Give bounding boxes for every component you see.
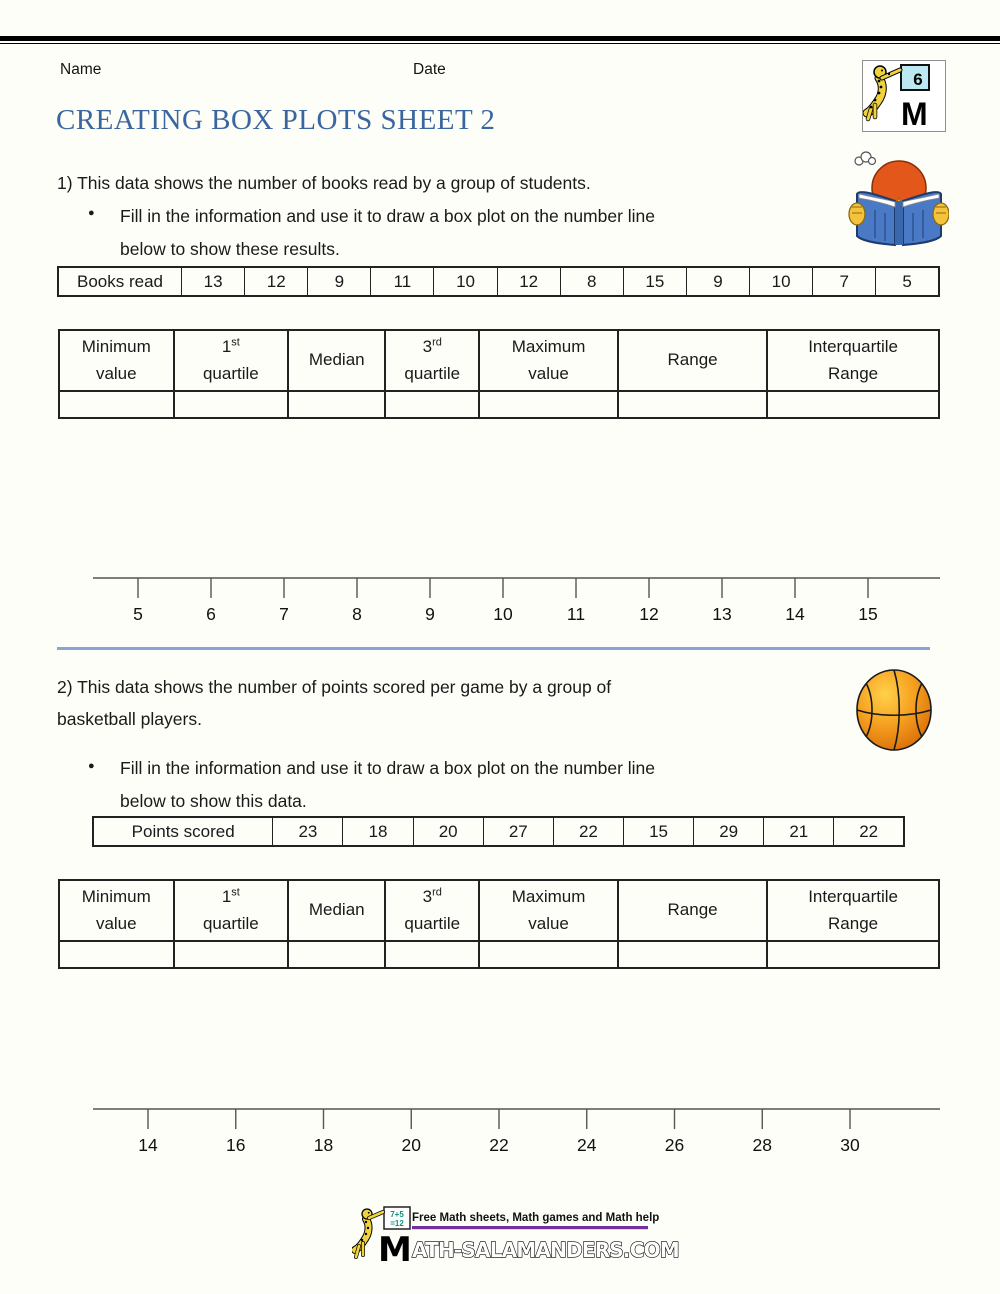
number-line-tick-label: 13 [712, 604, 732, 624]
data-value-cell: 27 [483, 817, 553, 846]
data-value-cell: 18 [343, 817, 413, 846]
footer-purple-rule [412, 1226, 648, 1229]
name-label: Name [60, 61, 102, 78]
data-value-cell: 29 [694, 817, 764, 846]
q1-stats-table [58, 329, 940, 419]
basketball-icon [853, 668, 935, 752]
stats-answer-cell-third-quartile[interactable] [385, 941, 479, 968]
data-table-label: Books read [58, 267, 182, 296]
data-value-cell: 22 [553, 817, 623, 846]
stats-answer-cell-minimum-value[interactable] [59, 391, 174, 418]
q1-number-line[interactable] [0, 570, 1000, 630]
q2-bullet-line2: below to show this data. [120, 791, 307, 811]
easel-board-line1: 7+5 [390, 1210, 404, 1219]
footer-logo-icon [352, 1205, 682, 1267]
stats-header-first-quartile: 1st quartile [174, 330, 289, 391]
salamander-grade-logo-icon [863, 61, 943, 129]
q1-bullet-line1: Fill in the information and use it to draw a box plot on the number line [120, 206, 656, 226]
data-value-cell: 12 [245, 267, 308, 296]
stats-answer-cell-third-quartile[interactable] [385, 391, 479, 418]
q2-bullet-line1: Fill in the information and use it to draw a box plot on the number line [120, 758, 656, 778]
number-line-tick-label: 8 [352, 604, 362, 624]
data-value-cell: 9 [308, 267, 371, 296]
stats-header-median: Median [288, 880, 385, 941]
grade-number: 6 [913, 70, 923, 89]
stats-answer-row [59, 941, 939, 968]
number-line-tick-label: 7 [279, 604, 289, 624]
math-salamanders-footer-logo [352, 1205, 682, 1267]
date-label: Date [413, 61, 446, 78]
stats-header-third-quartile: 3rd quartile [385, 880, 479, 941]
q1-bullet-icon: ● [88, 207, 95, 219]
number-line-tick-label: 6 [206, 604, 216, 624]
data-value-cell: 7 [813, 267, 876, 296]
stats-header-first-quartile: 1st quartile [174, 880, 289, 941]
stats-answer-cell-minimum-value[interactable] [59, 941, 174, 968]
logo-m-letter: M [901, 96, 928, 129]
footer-site-text: ATH-SALAMANDERS.COM [412, 1238, 679, 1262]
number-line-tick-label: 10 [493, 604, 513, 624]
stats-header-range: Range [618, 330, 767, 391]
stats-header-range: Range [618, 880, 767, 941]
data-value-cell: 15 [623, 267, 686, 296]
data-value-cell: 20 [413, 817, 483, 846]
stats-header-interquartile-range: Interquartile Range [767, 330, 939, 391]
stats-answer-cell-interquartile-range[interactable] [767, 941, 939, 968]
stats-answer-cell-maximum-value[interactable] [479, 941, 618, 968]
q2-stats-table [58, 879, 940, 969]
stats-answer-cell-range[interactable] [618, 941, 767, 968]
stats-header-third-quartile: 3rd quartile [385, 330, 479, 391]
number-line-tick-label: 18 [313, 1135, 334, 1155]
data-value-cell: 10 [750, 267, 813, 296]
number-line-tick-label: 24 [577, 1135, 597, 1155]
stats-answer-row [59, 391, 939, 418]
number-line-tick-label: 14 [138, 1135, 158, 1155]
stats-answer-cell-first-quartile[interactable] [174, 941, 289, 968]
stats-header-maximum-value: Maximum value [479, 880, 618, 941]
math-salamanders-corner-logo [862, 60, 946, 132]
stats-answer-cell-median[interactable] [288, 391, 385, 418]
stats-answer-cell-first-quartile[interactable] [174, 391, 289, 418]
data-value-cell: 12 [497, 267, 560, 296]
number-line-tick-label: 14 [785, 604, 805, 624]
number-line-tick-label: 22 [489, 1135, 509, 1155]
q2-intro-line1: 2) This data shows the number of points scored per game by a group of [57, 677, 612, 697]
stats-answer-cell-range[interactable] [618, 391, 767, 418]
data-table-label: Points scored [93, 817, 273, 846]
reading-student-icon [845, 150, 949, 250]
number-line-tick-label: 28 [752, 1135, 772, 1155]
page-title: CREATING BOX PLOTS SHEET 2 [56, 104, 496, 136]
number-line-tick-label: 11 [566, 604, 586, 624]
data-row [58, 267, 939, 296]
top-border-rule [0, 36, 1000, 44]
q2-intro-line2: basketball players. [57, 709, 202, 729]
number-line-tick-label: 30 [840, 1135, 860, 1155]
number-line-tick-label: 9 [425, 604, 435, 624]
q1-intro: 1) This data shows the number of books read by a group of students. [57, 173, 591, 193]
data-value-cell: 13 [182, 267, 245, 296]
stats-header-interquartile-range: Interquartile Range [767, 880, 939, 941]
q2-number-line[interactable] [0, 1101, 1000, 1161]
number-line-tick-label: 16 [226, 1135, 246, 1155]
data-value-cell: 8 [560, 267, 623, 296]
data-value-cell: 21 [764, 817, 834, 846]
section-divider [57, 647, 930, 650]
number-line-tick-label: 12 [639, 604, 659, 624]
q1-bullet-line2: below to show these results. [120, 239, 340, 259]
q2-bullet-icon: ● [88, 760, 95, 772]
footer-tagline: Free Math sheets, Math games and Math help [412, 1212, 660, 1224]
stats-answer-cell-maximum-value[interactable] [479, 391, 618, 418]
number-line-tick-label: 5 [133, 604, 143, 624]
stats-header-maximum-value: Maximum value [479, 330, 618, 391]
number-line-tick-label: 20 [401, 1135, 421, 1155]
easel-board-line2: =12 [390, 1219, 404, 1228]
data-row [93, 817, 904, 846]
stats-header-minimum-value: Minimum value [59, 880, 174, 941]
stats-header-minimum-value: Minimum value [59, 330, 174, 391]
data-value-cell: 23 [273, 817, 343, 846]
stats-header-median: Median [288, 330, 385, 391]
books-read-table [57, 266, 940, 297]
data-value-cell: 9 [686, 267, 749, 296]
data-value-cell: 5 [876, 267, 939, 296]
number-line-tick-label: 15 [858, 604, 878, 624]
footer-m-letter: M [378, 1230, 412, 1267]
data-value-cell: 10 [434, 267, 497, 296]
stats-answer-cell-interquartile-range[interactable] [767, 391, 939, 418]
number-line-tick-label: 26 [664, 1135, 685, 1155]
data-value-cell: 11 [371, 267, 434, 296]
stats-answer-cell-median[interactable] [288, 941, 385, 968]
points-scored-table [92, 816, 905, 847]
data-value-cell: 15 [623, 817, 693, 846]
data-value-cell: 22 [834, 817, 904, 846]
